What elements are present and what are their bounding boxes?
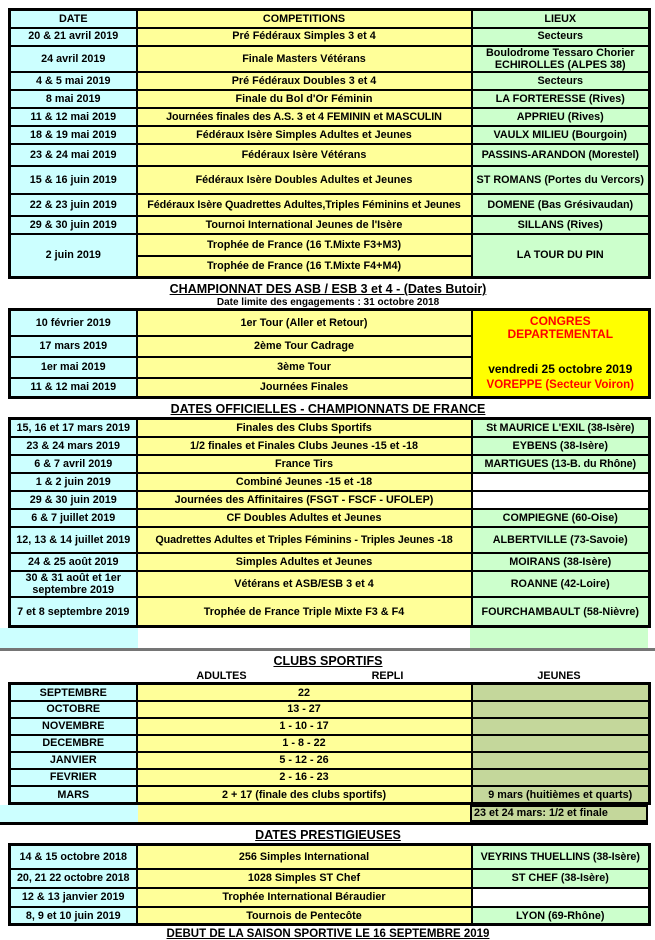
season-start-footer: DEBUT DE LA SAISON SPORTIVE LE 16 SEPTEMBRE 2019 (166, 928, 490, 940)
lieu-cell: MARTIGUES (13-B. du Rhône) (472, 455, 650, 473)
gray-divider (0, 648, 655, 651)
month-cell: MARS (10, 786, 137, 804)
asb-table (8, 308, 651, 399)
lieu-cell (472, 888, 650, 907)
date-cell: 22 & 23 juin 2019 (10, 194, 137, 216)
date-cell: 18 & 19 mai 2019 (10, 126, 137, 144)
lieu-cell: EYBENS (38-Isère) (472, 437, 650, 455)
section-subtitle-asb: Date limite des engagements : 31 octobre 2018 (216, 297, 440, 309)
extra-yellow (138, 805, 470, 822)
competition-cell: Finale du Bol d'Or Féminin (137, 90, 472, 108)
competition-cell: 2ème Tour Cadrage (137, 336, 472, 357)
competition-cell: Tournoi International Jeunes de l'Isère (137, 216, 472, 234)
date-cell: 20 & 21 avril 2019 (10, 28, 137, 46)
lieu-cell: ALBERTVILLE (73-Savoie) (472, 527, 650, 553)
date-cell: 1er mai 2019 (10, 357, 137, 378)
date-cell: 12, 13 & 14 juillet 2019 (10, 527, 137, 553)
header-row (10, 10, 650, 28)
jeunes-cell: 9 mars (huitièmes et quarts) (472, 786, 650, 804)
month-cell: OCTOBRE (10, 701, 137, 718)
table-row (10, 419, 650, 437)
date-cell: 11 & 12 mai 2019 (10, 108, 137, 126)
lieu-cell: ST ROMANS (Portes du Vercors) (472, 166, 650, 194)
congres-departemental-cell (472, 310, 650, 398)
lieu-cell: Boulodrome Tessaro Chorier ECHIROLLES (ALPES 38) (472, 46, 650, 72)
date-cell: 14 & 15 octobre 2018 (10, 845, 137, 869)
date-cell: 8 mai 2019 (10, 90, 137, 108)
congres-date: vendredi 25 octobre 2019 (488, 361, 633, 376)
competition-cell: Vétérans et ASB/ESB 3 et 4 (137, 571, 472, 597)
adultes-cell: 13 - 27 (137, 701, 472, 718)
table-row (10, 473, 650, 491)
jeunes-cell (472, 735, 650, 752)
main-calendar-table (8, 8, 651, 279)
lieu-cell: VEYRINS THUELLINS (38-Isère) (472, 845, 650, 869)
jeunes-cell (472, 718, 650, 735)
table-row (10, 907, 650, 925)
month-cell: JANVIER (10, 752, 137, 769)
date-cell: 23 & 24 mars 2019 (10, 437, 137, 455)
clubs-header-repli: REPLI (371, 669, 404, 682)
table-row (10, 735, 650, 752)
competition-cell: Trophée de France Triple Mixte F3 & F4 (137, 597, 472, 627)
date-cell: 29 & 30 juin 2019 (10, 491, 137, 509)
date-cell: 17 mars 2019 (10, 336, 137, 357)
section-title-prestige: DATES PRESTIGIEUSES (255, 828, 401, 843)
lieu-cell: DOMENE (Bas Grésivaudan) (472, 194, 650, 216)
date-cell: 2 juin 2019 (10, 234, 137, 278)
competition-cell: Trophée International Béraudier (137, 888, 472, 907)
table-row (10, 718, 650, 735)
competition-cell: France Tirs (137, 455, 472, 473)
table-row (10, 90, 650, 108)
competition-cell: Trophée de France (16 T.Mixte F4+M4) (137, 256, 472, 278)
date-cell: 6 & 7 avril 2019 (10, 455, 137, 473)
table-row (10, 769, 650, 786)
month-cell: DECEMBRE (10, 735, 137, 752)
date-cell: 4 & 5 mai 2019 (10, 72, 137, 90)
header-competitions: COMPETITIONS (137, 10, 472, 28)
date-cell: 15, 16 et 17 mars 2019 (10, 419, 137, 437)
competition-cell: Fédéraux Isère Vétérans (137, 144, 472, 166)
france-table (8, 417, 651, 628)
adultes-cell: 2 - 16 - 23 (137, 769, 472, 786)
table-row (10, 786, 650, 804)
competition-cell: Fédéraux Isère Quadrettes Adultes,Triples Féminins et Jeunes (137, 194, 472, 216)
table-row (10, 845, 650, 869)
competition-cell: Finales des Clubs Sportifs (137, 419, 472, 437)
lieu-cell: St MAURICE L'EXIL (38-Isère) (472, 419, 650, 437)
adultes-cell: 2 + 17 (finale des clubs sportifs) (137, 786, 472, 804)
date-cell: 7 et 8 septembre 2019 (10, 597, 137, 627)
clubs-table (8, 682, 651, 805)
competition-cell: 1/2 finales et Finales Clubs Jeunes -15 et -18 (137, 437, 472, 455)
competition-cell: Trophée de France (16 T.Mixte F3+M3) (137, 234, 472, 256)
month-cell: FEVRIER (10, 769, 137, 786)
header-lieux: LIEUX (472, 10, 650, 28)
date-cell: 10 février 2019 (10, 310, 137, 336)
competition-cell: Fédéraux Isère Doubles Adultes et Jeunes (137, 166, 472, 194)
table-row (10, 234, 650, 256)
jeunes-cell (472, 769, 650, 786)
lieu-cell: Secteurs (472, 28, 650, 46)
competition-cell: Journées des Affinitaires (FSGT - FSCF - UFOLEP) (137, 491, 472, 509)
month-cell: SEPTEMBRE (10, 684, 137, 701)
table-row (10, 194, 650, 216)
table-row (10, 108, 650, 126)
competition-cell: 1028 Simples ST Chef (137, 869, 472, 888)
table-row (10, 455, 650, 473)
competition-cell: Combiné Jeunes -15 et -18 (137, 473, 472, 491)
table-row (10, 571, 650, 597)
date-cell: 23 & 24 mai 2019 (10, 144, 137, 166)
jeunes-cell (472, 701, 650, 718)
table-row (10, 491, 650, 509)
lieu-cell: VAULX MILIEU (Bourgoin) (472, 126, 650, 144)
strip-green (470, 628, 648, 648)
table-row (10, 869, 650, 888)
lieu-cell: COMPIEGNE (60-Oise) (472, 509, 650, 527)
lieu-cell (472, 491, 650, 509)
table-row (10, 166, 650, 194)
table-row (10, 752, 650, 769)
lieu-cell: SILLANS (Rives) (472, 216, 650, 234)
competition-cell: 3ème Tour (137, 357, 472, 378)
competition-cell: CF Doubles Adultes et Jeunes (137, 509, 472, 527)
date-cell: 20, 21 22 octobre 2018 (10, 869, 137, 888)
table-row (10, 310, 650, 336)
prestige-table (8, 843, 651, 926)
date-cell: 15 & 16 juin 2019 (10, 166, 137, 194)
lieu-cell: Secteurs (472, 72, 650, 90)
date-cell: 11 & 12 mai 2019 (10, 378, 137, 398)
lieu-cell: FOURCHAMBAULT (58-Nièvre) (472, 597, 650, 627)
table-row (10, 46, 650, 72)
table-row (10, 684, 650, 701)
table-row (10, 888, 650, 907)
competition-cell: Journées Finales (137, 378, 472, 398)
section-title-clubs: CLUBS SPORTIFS (273, 654, 383, 669)
lieu-cell: PASSINS-ARANDON (Morestel) (472, 144, 650, 166)
table-row (10, 72, 650, 90)
jeunes-cell (472, 752, 650, 769)
competition-cell: Simples Adultes et Jeunes (137, 553, 472, 571)
clubs-column-headers (8, 669, 648, 682)
lieu-cell: MOIRANS (38-Isère) (472, 553, 650, 571)
adultes-cell: 22 (137, 684, 472, 701)
date-cell: 1 & 2 juin 2019 (10, 473, 137, 491)
competition-cell: Finale Masters Vétérans (137, 46, 472, 72)
table-row (10, 28, 650, 46)
clubs-header-jeunes: JEUNES (537, 669, 581, 682)
table-row (10, 527, 650, 553)
congres-place: VOREPPE (Secteur Voiron) (486, 379, 634, 392)
congres-title: CONGRES DEPARTEMENTAL (507, 313, 614, 342)
table-row (10, 437, 650, 455)
date-cell: 29 & 30 juin 2019 (10, 216, 137, 234)
strip-cyan (0, 628, 138, 648)
extra-jeunes-cell: 23 et 24 mars: 1/2 et finale (470, 805, 648, 822)
adultes-cell: 1 - 10 - 17 (137, 718, 472, 735)
congres-content (475, 312, 647, 396)
extra-cyan (0, 805, 138, 822)
table-row (10, 126, 650, 144)
lieu-cell: ROANNE (42-Loire) (472, 571, 650, 597)
table-row (10, 553, 650, 571)
section-title-asb: CHAMPIONNAT DES ASB / ESB 3 et 4 - (Dates Butoir) (169, 282, 487, 297)
clubs-header-adultes: ADULTES (196, 669, 247, 682)
competition-cell: Fédéraux Isère Simples Adultes et Jeunes (137, 126, 472, 144)
table-row (10, 701, 650, 718)
lieu-cell: LYON (69-Rhône) (472, 907, 650, 925)
header-date: DATE (10, 10, 137, 28)
empty-row-strip (0, 628, 648, 648)
date-cell: 8, 9 et 10 juin 2019 (10, 907, 137, 925)
date-cell: 24 & 25 août 2019 (10, 553, 137, 571)
table-row (10, 216, 650, 234)
section-title-france: DATES OFFICIELLES - CHAMPIONNATS DE FRANCE (170, 402, 486, 417)
lieu-cell (472, 473, 650, 491)
competition-cell: Pré Fédéraux Doubles 3 et 4 (137, 72, 472, 90)
table-row (10, 597, 650, 627)
date-cell: 30 & 31 août et 1er septembre 2019 (10, 571, 137, 597)
jeunes-cell (472, 684, 650, 701)
lieu-cell: LA FORTERESSE (Rives) (472, 90, 650, 108)
competition-cell: Quadrettes Adultes et Triples Féminins - Triples Jeunes -18 (137, 527, 472, 553)
competition-cell: Tournois de Pentecôte (137, 907, 472, 925)
adultes-cell: 5 - 12 - 26 (137, 752, 472, 769)
strip-white (138, 628, 470, 648)
date-cell: 24 avril 2019 (10, 46, 137, 72)
adultes-cell: 1 - 8 - 22 (137, 735, 472, 752)
date-cell: 12 & 13 janvier 2019 (10, 888, 137, 907)
competition-cell: 1er Tour (Aller et Retour) (137, 310, 472, 336)
date-cell: 6 & 7 juillet 2019 (10, 509, 137, 527)
competition-cell: Pré Fédéraux Simples 3 et 4 (137, 28, 472, 46)
clubs-extra-row (0, 805, 648, 825)
lieu-cell: APPRIEU (Rives) (472, 108, 650, 126)
competition-cell: Journées finales des A.S. 3 et 4 FEMININ et MASCULIN (137, 108, 472, 126)
month-cell: NOVEMBRE (10, 718, 137, 735)
lieu-cell: ST CHEF (38-Isère) (472, 869, 650, 888)
table-row (10, 144, 650, 166)
lieu-cell: LA TOUR DU PIN (472, 234, 650, 278)
table-row (10, 509, 650, 527)
competition-cell: 256 Simples International (137, 845, 472, 869)
